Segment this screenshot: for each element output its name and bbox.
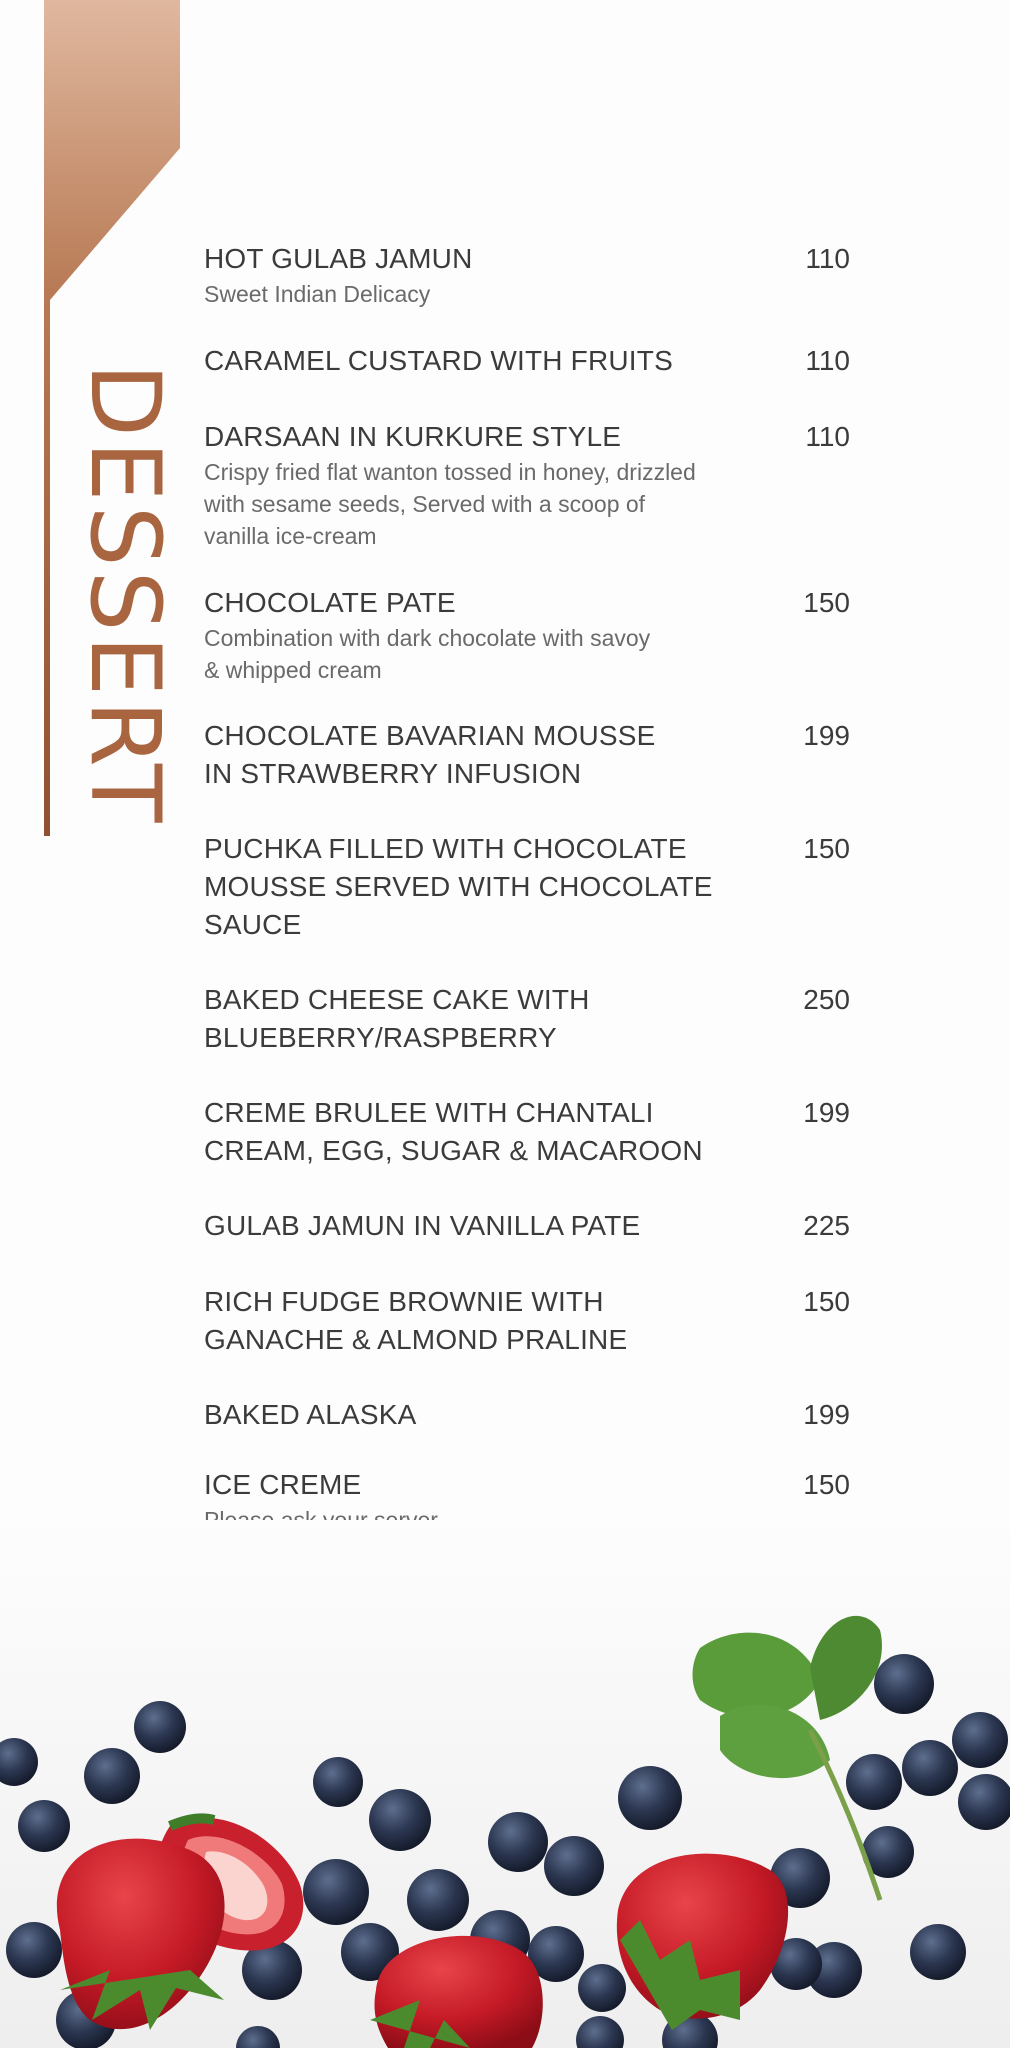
item-name: BAKED CHEESE CAKE WITH BLUEBERRY/RASPBERRY — [204, 984, 590, 1053]
menu-item — [204, 418, 850, 552]
item-price: 199 — [803, 1399, 850, 1430]
menu-item — [204, 717, 850, 793]
menu-item — [204, 342, 850, 380]
item-price: 225 — [803, 1210, 850, 1241]
item-price: 110 — [805, 421, 850, 452]
item-price: 150 — [803, 1286, 850, 1317]
menu-item — [204, 1207, 850, 1245]
item-name: PUCHKA FILLED WITH CHOCOLATE MOUSSE SERVED WITH CHOCOLATE SAUCE — [204, 833, 713, 940]
item-description: Combination with dark chocolate with savoy & whipped cream — [204, 625, 651, 683]
item-name: RICH FUDGE BROWNIE WITH GANACHE & ALMOND PRALINE — [204, 1286, 628, 1355]
item-name: CARAMEL CUSTARD WITH FRUITS — [204, 345, 673, 376]
item-description: Crispy fried flat wanton tossed in honey, drizzled with sesame seeds, Served with a scoop of vanilla ice-cream — [204, 459, 696, 549]
item-name: ICE CREME — [204, 1469, 362, 1500]
section-title-text: DESSERT — [69, 363, 181, 827]
item-price: 150 — [803, 587, 850, 618]
item-description: Sweet Indian Delicacy — [204, 281, 431, 307]
item-name: BAKED ALASKA — [204, 1399, 417, 1430]
section-title — [69, 340, 181, 850]
menu-item — [204, 240, 850, 310]
item-name: CHOCOLATE BAVARIAN MOUSSE IN STRAWBERRY INFUSION — [204, 720, 656, 789]
menu-item — [204, 1396, 850, 1434]
item-price: 199 — [803, 1097, 850, 1128]
item-price: 150 — [803, 833, 850, 864]
menu-item — [204, 830, 850, 944]
berries-illustration — [0, 1520, 1010, 2048]
item-name: HOT GULAB JAMUN — [204, 243, 473, 274]
menu-item — [204, 584, 850, 686]
item-name: GULAB JAMUN IN VANILLA PATE — [204, 1210, 641, 1241]
item-name: CREME BRULEE WITH CHANTALI CREAM, EGG, SUGAR & MACAROON — [204, 1097, 703, 1166]
item-price: 110 — [805, 243, 850, 274]
menu-item — [204, 1094, 850, 1170]
item-price: 199 — [803, 720, 850, 751]
item-name: CHOCOLATE PATE — [204, 587, 456, 618]
item-price: 250 — [803, 984, 850, 1015]
menu-item — [204, 981, 850, 1057]
item-price: 150 — [803, 1469, 850, 1500]
menu-item — [204, 1283, 850, 1359]
item-price: 110 — [805, 345, 850, 376]
item-name: DARSAAN IN KURKURE STYLE — [204, 421, 622, 452]
